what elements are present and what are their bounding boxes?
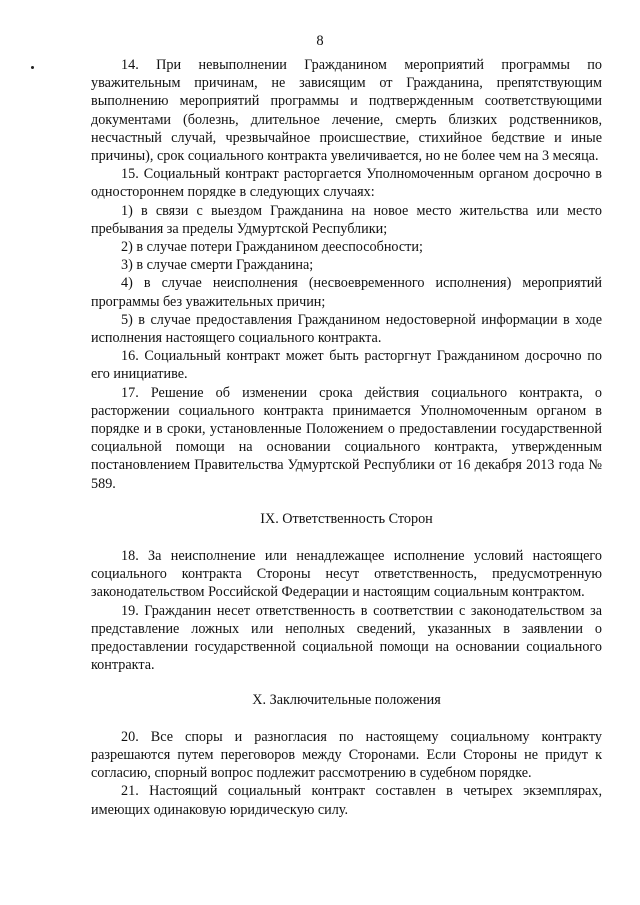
paragraph-15: 15. Социальный контракт расторгается Уполномоченным органом досрочно в одностороннем порядке в следующих случаях:	[91, 166, 602, 201]
paragraph-15-item-4: 4) в случае неисполнения (несвоевременного исполнения) мероприятий программы без уважительных причин;	[91, 275, 602, 310]
document-body	[91, 56, 602, 819]
paragraph-18: 18. За неисполнение или ненадлежащее исполнение условий настоящего социального контракта Стороны несут ответственность, предусмотренную законодательством Российской Федерации и настоящим социальным контрактом.	[91, 548, 602, 601]
paragraph-15-item-2: 2) в случае потери Гражданином дееспособности;	[121, 239, 423, 256]
page-number: 8	[316, 33, 324, 49]
paragraph-19: 19. Гражданин несет ответственность в соответствии с законодательством за представление ложных или неполных сведений, указанных в заявлении о предоставлении государственной социальной помощи на основании социального контракта.	[91, 602, 602, 674]
paragraph-20: 20. Все споры и разногласия по настоящему социальному контракту разрешаются путем переговоров между Сторонами. Если Стороны не придут к согласию, спорный вопрос подлежит рассмотрению в судебном порядке.	[91, 728, 602, 782]
section-heading-9: IX. Ответственность Сторон	[260, 510, 433, 527]
section-heading-10: X. Заключительные положения	[252, 691, 441, 708]
paragraph-21: 21. Настоящий социальный контракт составлен в четырех экземплярах, имеющих одинаковую юридическую силу.	[91, 783, 602, 818]
scan-speck	[31, 66, 34, 69]
paragraph-17: 17. Решение об изменении срока действия социального контракта, о расторжении социального контракта принимается Уполномоченным органом в порядке и в сроки, установленные Положением о предоставлении государственной социальной помощи на основании социального контракта, утвержденным постановлением Правительства Удмуртской Республики от 16 декабря 2013 года № 589.	[91, 384, 602, 492]
paragraph-15-item-5: 5) в случае предоставления Гражданином недостоверной информации в ходе исполнения настоящего социального контракта.	[91, 311, 602, 347]
paragraph-15-item-1: 1) в связи с выездом Гражданина на новое место жительства или место пребывания за пределы Удмуртской Республики;	[91, 202, 602, 237]
paragraph-16: 16. Социальный контракт может быть расторгнут Гражданином досрочно по его инициативе.	[91, 348, 602, 383]
paragraph-15-item-3: 3) в случае смерти Гражданина;	[121, 257, 314, 274]
paragraph-14: 14. При невыполнении Гражданином мероприятий программы по уважительным причинам, не зависящим от Гражданина, препятствующим выполнению мероприятий программы и подтвержденным соответствующими документами (болезнь, длительное лечение, смерть близких родственников, несчастный случай, чрезвычайное происшествие, стихийное бедствие и иные причины), срок социального контракта увеличивается, но не более чем на 3 месяца.	[91, 57, 602, 165]
